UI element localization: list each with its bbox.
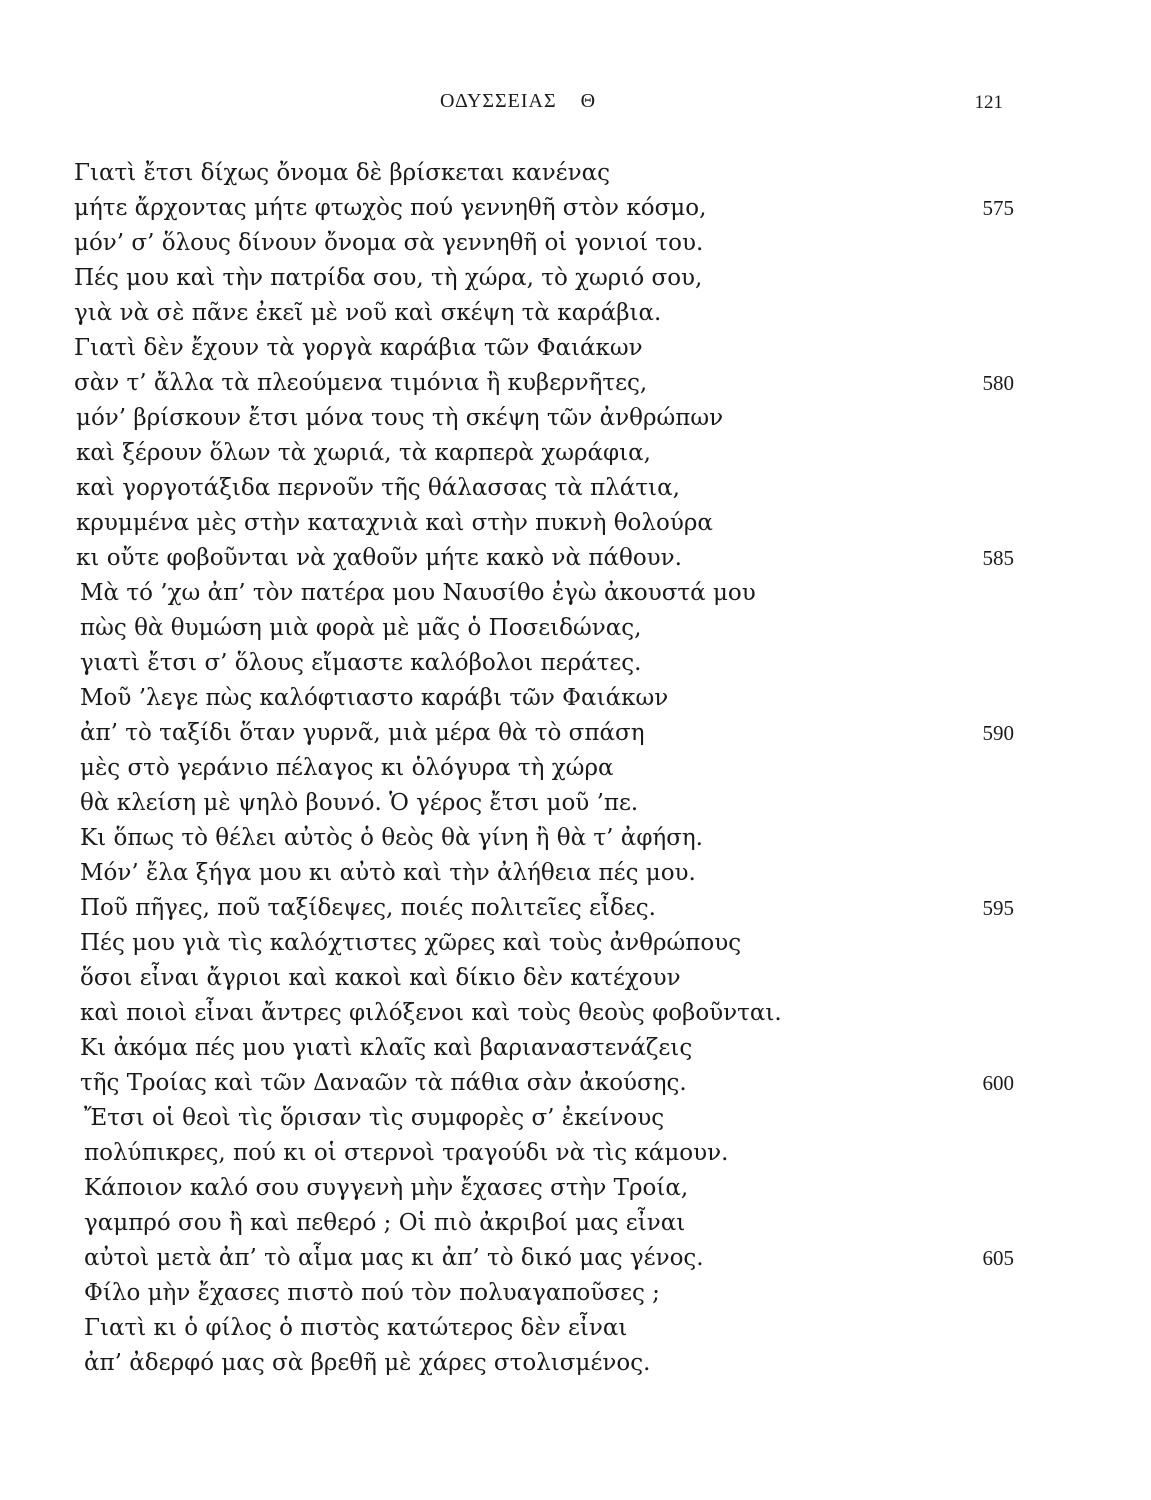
verse-text: Φίλο μὴν ἔχασες πιστὸ πού τὸν πολυαγαποῦσες ; (84, 1280, 660, 1306)
verse-text: γιατὶ ἔτσι σ’ ὅλους εἴμαστε καλόβολοι περάτες. (80, 650, 642, 676)
verse-line (74, 891, 1024, 926)
running-head-book: Θ (580, 90, 597, 112)
verse-line (74, 751, 1024, 786)
verse-text: Μοῦ ’λεγε πὼς καλόφτιαστο καράβι τῶν Φαιάκων (80, 685, 669, 711)
verse-text: Πές μου καὶ τὴν πατρίδα σου, τὴ χώρα, τὸ χωριό σου, (74, 265, 703, 291)
verse-text: ἀπ’ τὸ ταξίδι ὅταν γυρνᾶ, μιὰ μέρα θὰ τὸ σπάση (80, 720, 645, 746)
verse-text: μόν’ σ’ ὅλους δίνουν ὄνομα σὰ γεννηθῆ οἱ γονιοί του. (74, 230, 704, 256)
verse-text: Γιατὶ δὲν ἔχουν τὰ γοργὰ καράβια τῶν Φαιάκων (74, 335, 643, 361)
line-number: 605 (982, 1246, 1014, 1270)
verse-line (74, 401, 1024, 436)
verse-line (74, 506, 1024, 541)
verse-text: σὰν τ’ ἄλλα τὰ πλεούμενα τιμόνια ἢ κυβερνῆτες, (74, 370, 648, 396)
verse-line (74, 1276, 1024, 1311)
verse-line (74, 1031, 1024, 1066)
verse-text: Ἔτσι οἱ θεοὶ τὶς ὅρισαν τὶς συμφορὲς σ’ ἐκείνους (84, 1105, 665, 1131)
verse-text: κι οὔτε φοβοῦνται νὰ χαθοῦν μήτε κακὸ νὰ πάθουν. (76, 545, 682, 571)
verse-line (74, 296, 1024, 331)
line-number: 595 (982, 896, 1014, 920)
verse-line (74, 1136, 1024, 1171)
running-head-title: ΟΔΥΣΣΕΙΑΣ (440, 90, 557, 112)
verse-block (74, 156, 1024, 1381)
verse-text: τῆς Τροίας καὶ τῶν Δαναῶν τὰ πάθια σὰν ἀκούσης. (80, 1070, 687, 1096)
verse-text: γιὰ νὰ σὲ πᾶνε ἐκεῖ μὲ νοῦ καὶ σκέψη τὰ καράβια. (74, 300, 662, 326)
verse-line (74, 611, 1024, 646)
line-number: 580 (982, 371, 1014, 395)
verse-text: Γιατὶ ἔτσι δίχως ὄνομα δὲ βρίσκεται κανένας (74, 160, 610, 186)
verse-line (74, 1066, 1024, 1101)
verse-text: Μόν’ ἔλα ξήγα μου κι αὐτὸ καὶ τὴν ἀλήθεια πές μου. (80, 860, 696, 886)
verse-text: αὐτοὶ μετὰ ἀπ’ τὸ αἷμα μας κι ἀπ’ τὸ δικό μας γένος. (84, 1245, 704, 1271)
verse-text: μήτε ἄρχοντας μήτε φτωχὸς πού γεννηθῆ στὸν κόσμο, (74, 195, 707, 221)
verse-text: καὶ γοργοτάξιδα περνοῦν τῆς θάλασσας τὰ πλάτια, (76, 475, 680, 501)
verse-line (74, 366, 1024, 401)
line-number: 600 (982, 1071, 1014, 1095)
verse-text: καὶ ποιοὶ εἶναι ἄντρες φιλόξενοι καὶ τοὺς θεοὺς φοβοῦνται. (80, 1000, 782, 1026)
line-number: 585 (982, 546, 1014, 570)
verse-line (74, 191, 1024, 226)
verse-line (74, 1346, 1024, 1381)
verse-text: κρυμμένα μὲς στὴν καταχνιὰ καὶ στὴν πυκνὴ θολούρα (76, 510, 713, 536)
verse-line (74, 856, 1024, 891)
verse-text: θὰ κλείση μὲ ψηλὸ βουνό. Ὁ γέρος ἔτσι μοῦ ’πε. (80, 790, 639, 816)
verse-text: πὼς θὰ θυμώση μιὰ φορὰ μὲ μᾶς ὁ Ποσειδώνας, (80, 615, 642, 641)
verse-line (74, 541, 1024, 576)
verse-text: Γιατὶ κι ὁ φίλος ὁ πιστὸς κατώτερος δὲν εἶναι (84, 1315, 628, 1341)
verse-text: Κάποιον καλό σου συγγενὴ μὴν ἔχασες στὴν Τροία, (84, 1175, 689, 1201)
verse-line (74, 646, 1024, 681)
verse-line (74, 1206, 1024, 1241)
verse-line (74, 1171, 1024, 1206)
verse-line (74, 1311, 1024, 1346)
verse-line (74, 926, 1024, 961)
verse-line (74, 576, 1024, 611)
verse-line (74, 996, 1024, 1031)
running-head (440, 90, 596, 113)
verse-text: Μὰ τό ’χω ἀπ’ τὸν πατέρα μου Ναυσίθο ἐγὼ ἀκουστά μου (80, 580, 756, 606)
verse-line (74, 436, 1024, 471)
verse-text: γαμπρό σου ἢ καὶ πεθερό ; Οἱ πιὸ ἀκριβοί μας εἶναι (84, 1210, 686, 1236)
page-number: 121 (974, 92, 1003, 113)
verse-line (74, 961, 1024, 996)
verse-line (74, 226, 1024, 261)
line-number: 590 (982, 721, 1014, 745)
verse-line (74, 1241, 1024, 1276)
verse-line (74, 786, 1024, 821)
verse-text: Κι ἀκόμα πές μου γιατὶ κλαῖς καὶ βαριαναστενάζεις (80, 1035, 693, 1061)
verse-line (74, 716, 1024, 751)
verse-text: Ποῦ πῆγες, ποῦ ταξίδεψες, ποιές πολιτεῖες εἶδες. (80, 895, 656, 921)
verse-text: καὶ ξέρουν ὅλων τὰ χωριά, τὰ καρπερὰ χωράφια, (76, 440, 651, 466)
verse-text: μὲς στὸ γεράνιο πέλαγος κι ὁλόγυρα τὴ χώρα (80, 755, 614, 781)
line-number: 575 (982, 196, 1014, 220)
verse-text: Κι ὅπως τὸ θέλει αὐτὸς ὁ θεὸς θὰ γίνη ἢ θὰ τ’ ἀφήση. (80, 825, 703, 851)
verse-text: ὅσοι εἶναι ἄγριοι καὶ κακοὶ καὶ δίκιο δὲν κατέχουν (80, 965, 681, 991)
verse-text: Πές μου γιὰ τὶς καλόχτιστες χῶρες καὶ τοὺς ἀνθρώπους (80, 930, 742, 956)
verse-line (74, 471, 1024, 506)
verse-text: ἀπ’ ἀδερφό μας σὰ βρεθῆ μὲ χάρες στολισμένος. (84, 1350, 651, 1376)
verse-text: πολύπικρες, πού κι οἱ στερνοὶ τραγούδι νὰ τὶς κάμουν. (84, 1140, 729, 1166)
verse-line (74, 156, 1024, 191)
verse-line (74, 261, 1024, 296)
verse-line (74, 1101, 1024, 1136)
verse-line (74, 821, 1024, 856)
verse-text: μόν’ βρίσκουν ἔτσι μόνα τους τὴ σκέψη τῶν ἀνθρώπων (76, 405, 724, 431)
verse-line (74, 681, 1024, 716)
verse-line (74, 331, 1024, 366)
